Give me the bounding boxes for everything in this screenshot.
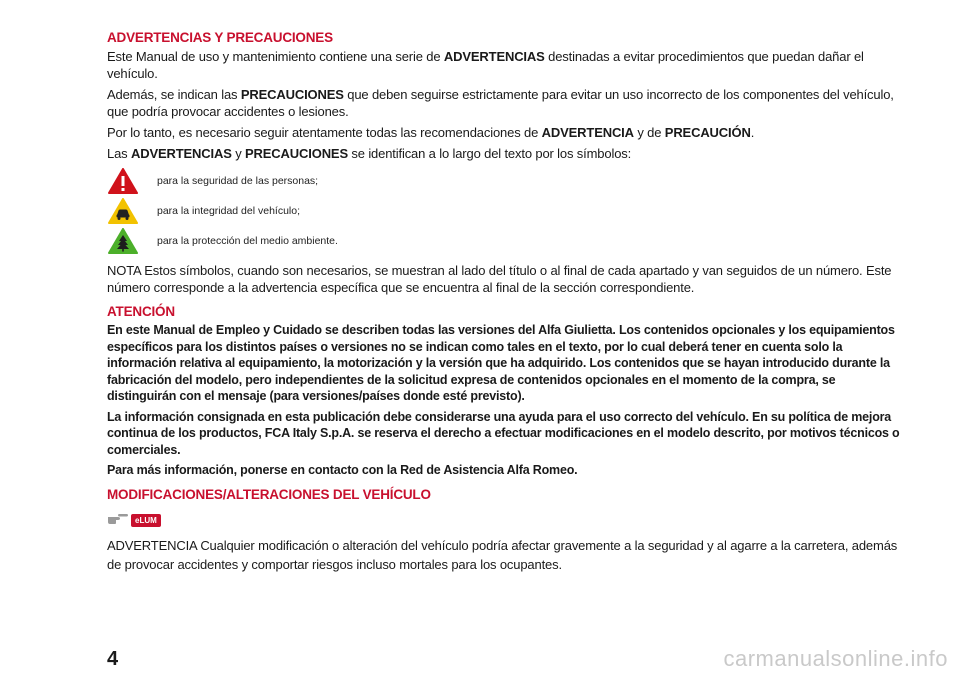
intro-paragraph-4: Las ADVERTENCIAS y PRECAUCIONES se identifican a lo largo del texto por los símbolos:	[107, 146, 632, 161]
intro-paragraph-1: Este Manual de uso y mantenimiento contiene una serie de ADVERTENCIAS destinadas a evitar procedimientos que puedan dañar el vehículo.	[107, 49, 864, 81]
section-heading-atencion: ATENCIÓN	[107, 304, 175, 319]
page-content	[107, 30, 907, 578]
warning-triangle-icon	[107, 168, 139, 195]
modificaciones-paragraph: ADVERTENCIA Cualquier modificación o alteración del vehículo podría afectar gravemente a la seguridad y al agarre a la carretera, además de provocar accidentes y comportar riesgos incluso mortales para los ocupantes.	[107, 537, 898, 572]
page-number: 4	[107, 648, 119, 670]
section-heading-advertencias: ADVERTENCIAS Y PRECAUCIONES	[107, 30, 333, 45]
nota-paragraph: NOTA Estos símbolos, cuando son necesarios, se muestran al lado del título o al final de cada apartado y van seguidos de un número. Este número corresponde a la advertencia específica que se encuentra al final de la sección correspondiente.	[107, 263, 892, 295]
intro-paragraph-2: Además, se indican las PRECAUCIONES que deben seguirse estrictamente para evitar un uso incorrecto de los componentes del vehículo, que podría provocar accidentes o lesiones.	[107, 87, 894, 119]
atencion-paragraph-2: La información consignada en esta publicación debe considerarse una ayuda para el uso correcto del vehículo. En su política de mejora continua de los productos, FCA Italy S.p.A. se reserva el derecho a efectuar modificaciones en el modelo descrito, por motivos técnicos o comerciales.	[107, 409, 900, 457]
atencion-block	[107, 322, 907, 479]
watermark: carmanualsonline.info	[723, 646, 948, 671]
symbol-row-people	[107, 166, 907, 196]
symbol-row-vehicle	[107, 196, 907, 226]
section-heading-modificaciones: MODIFICACIONES/ALTERACIONES DEL VEHÍCULO	[107, 486, 431, 502]
symbol-text-people: para la seguridad de las personas;	[157, 175, 319, 187]
symbol-legend	[107, 166, 907, 256]
car-skid-icon	[107, 198, 139, 225]
symbol-row-environment	[107, 226, 907, 256]
tree-environment-icon	[107, 228, 139, 255]
atencion-paragraph-3: Para más información, ponerse en contacto con la Red de Asistencia Alfa Romeo.	[107, 463, 578, 477]
elum-badge[interactable]: eLUM	[131, 514, 161, 527]
atencion-paragraph-1: En este Manual de Empleo y Cuidado se describen todas las versiones del Alfa Giulietta. Los contenidos opcionales y los equipamientos específicos para los distintos países o versiones no se indican como tales en el texto, por lo cual deberá tener en cuenta solo la información relativa al equipamiento, la motorización y la versión que ha adquirido. Los contenidos que se hayan introducido durante la fabricación del modelo, pero independientes de la solicitud expresa de contenidos opcionales en el momento de la compra, se distinguirán con el mensaje (para versiones/países donde esté previsto).	[107, 323, 895, 403]
symbol-text-vehicle: para la integridad del vehículo;	[157, 205, 301, 217]
intro-paragraph-3: Por lo tanto, es necesario seguir atentamente todas las recomendaciones de ADVERTENCIA y de PRECAUCIÓN.	[107, 125, 755, 140]
pointing-hand-icon	[107, 511, 129, 530]
elum-reference	[107, 512, 907, 530]
symbol-text-environment: para la protección del medio ambiente.	[157, 235, 338, 247]
